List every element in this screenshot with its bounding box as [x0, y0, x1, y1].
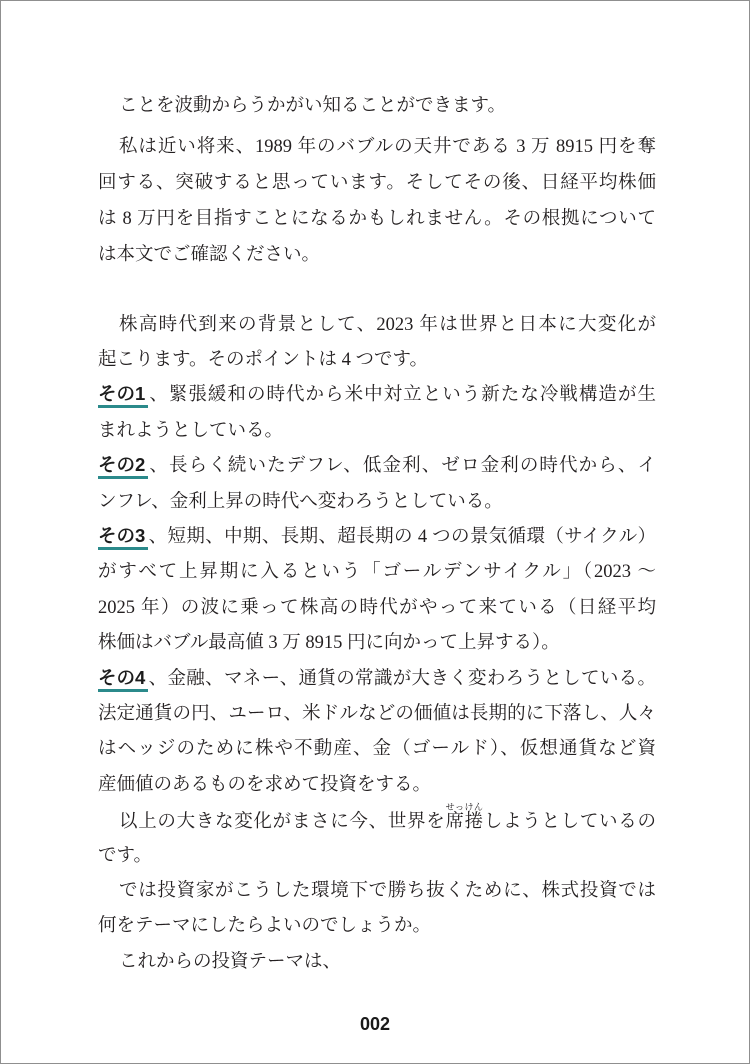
text-run: 、緊張緩和の時代から米中対立という新たな冷戦構造が生: [148, 385, 656, 405]
text-line: です。: [98, 846, 153, 866]
text-line: は 8 万円を目指すことになるかもしれません。その根拠について: [98, 209, 656, 229]
text-line: がすべて上昇期に入るという「ゴールデンサイクル」（2023 〜: [98, 562, 656, 582]
text-line: 2025 年）の波に乗って株高の時代がやって来ている（日経平均: [98, 598, 656, 618]
text-line: まれようとしている。: [98, 421, 284, 441]
text-line: ンフレ、金利上昇の時代へ変わろうとしている。: [98, 492, 503, 512]
ruby-term: [445, 802, 484, 832]
text-line: ことを波動からうかがい知ることができます。: [119, 96, 507, 116]
text-line: [98, 519, 656, 555]
text-run: しようとしているの: [483, 812, 656, 832]
text-line: 回する、突破すると思っています。そしてその後、日経平均株価: [98, 173, 656, 193]
text-line: 私は近い将来、1989 年のバブルの天井である 3 万 8915 円を奪: [119, 137, 656, 157]
text-run: 以上の大きな変化がまさに今、世界を: [119, 812, 446, 832]
text-line: [98, 377, 656, 413]
item-label: その4: [98, 667, 148, 692]
item-label: その3: [98, 525, 148, 550]
text-line: 何をテーマにしたらよいのでしょうか。: [98, 916, 432, 936]
text-run: 、金融、マネー、通貨の常識が大きく変わろうとしている。: [148, 669, 656, 689]
item-label: その2: [98, 454, 148, 479]
text-run: 、短期、中期、長期、超長期の 4 つの景気循環（サイクル）: [148, 527, 656, 547]
text-line: [98, 661, 656, 697]
text-line: [98, 448, 656, 484]
text-line: はヘッジのために株や不動産、金（ゴールド）、仮想通貨など資: [98, 739, 656, 759]
text-line: 法定通貨の円、ユーロ、米ドルなどの価値は長期的に下落し、人々: [98, 704, 656, 724]
page-number: 002: [359, 1014, 391, 1034]
text-run: 、長らく続いたデフレ、低金利、ゼロ金利の時代から、イ: [148, 456, 656, 476]
text-line: は本文でご確認ください。: [98, 245, 321, 265]
text-line: 株高時代到来の背景として、2023 年は世界と日本に大変化が: [119, 315, 656, 335]
item-label: その1: [98, 383, 148, 408]
text-line: 産価値のあるものを求めて投資をする。: [98, 775, 432, 795]
text-line: 起こります。そのポイントは 4 つです。: [98, 350, 429, 370]
text-line: [98, 802, 656, 838]
ruby-base: 席捲: [445, 812, 484, 832]
text-line: 株価はバブル最高値 3 万 8915 円に向かって上昇する）。: [98, 633, 560, 653]
ruby-reading: せっけん: [445, 802, 484, 812]
text-line: では投資家がこうした環境下で勝ち抜くために、株式投資では: [119, 881, 656, 901]
text-line: これからの投資テーマは、: [119, 952, 342, 972]
